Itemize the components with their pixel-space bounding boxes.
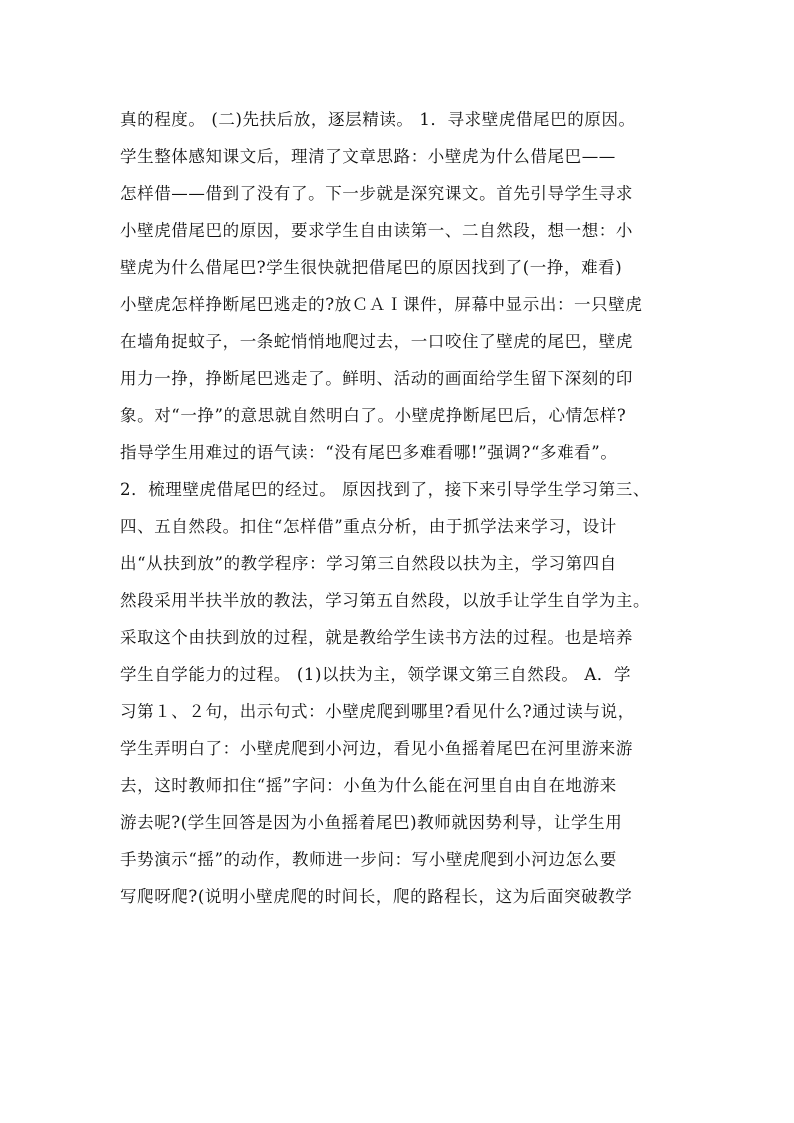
text-line: 习第１、２句，出示句式：小壁虎爬到哪里?看见什么?通过读与说， <box>120 702 635 721</box>
text-line: 出“从扶到放”的教学程序：学习第三自然段以扶为主，学习第四自 <box>120 554 617 573</box>
text-line: 象。对“一挣”的意思就自然明白了。小壁虎挣断尾巴后，心情怎样? <box>120 406 627 425</box>
text-line: 四、五自然段。扣住“怎样借”重点分析，由于抓学法来学习，设计 <box>120 517 617 536</box>
text-line: 写爬呀爬?(说明小壁虎爬的时间长，爬的路程长，这为后面突破教学 <box>120 887 633 906</box>
text-line: 然段采用半扶半放的教法，学习第五自然段，以放手让学生自学为主。 <box>120 591 651 610</box>
text-line: 2．梳理壁虎借尾巴的经过。 原因找到了，接下来引导学生学习第三、 <box>120 480 650 499</box>
text-line: 指导学生用难过的语气读：“没有尾巴多难看哪!”强调?“多难看”。 <box>120 443 618 462</box>
text-line: 怎样借——借到了没有了。下一步就是深究课文。首先引导学生寻求 <box>120 184 633 203</box>
text-line: 在墙角捉蚊子，一条蛇悄悄地爬过去，一口咬住了壁虎的尾巴，壁虎 <box>120 332 633 351</box>
text-line: 学生整体感知课文后，理清了文章思路：小壁虎为什么借尾巴—— <box>120 147 616 166</box>
text-line: 用力一挣，挣断尾巴逃走了。鲜明、活动的画面给学生留下深刻的印 <box>120 369 633 388</box>
text-line: 壁虎为什么借尾巴?学生很快就把借尾巴的原因找到了(一挣，难看) <box>120 258 623 277</box>
text-line: 游去呢?(学生回答是因为小鱼摇着尾巴)教师就因势利导，让学生用 <box>120 813 623 832</box>
text-line: 去，这时教师扣住“摇”字问：小鱼为什么能在河里自由自在地游来 <box>120 776 617 795</box>
text-line: 学生弄明白了：小壁虎爬到小河边，看见小鱼摇着尾巴在河里游来游 <box>120 739 633 758</box>
body-text <box>120 101 680 915</box>
text-line: 手势演示“摇”的动作，教师进一步问：写小壁虎爬到小河边怎么要 <box>120 850 617 869</box>
text-line: 小壁虎怎样挣断尾巴逃走的?放ＣＡＩ课件，屏幕中显示出：一只壁虎 <box>120 295 643 314</box>
text-line: 小壁虎借尾巴的原因，要求学生自由读第一、二自然段，想一想：小 <box>120 221 633 240</box>
text-line: 学生自学能力的过程。 (1)以扶为主，领学课文第三自然段。 A．学 <box>120 665 632 684</box>
text-line: 采取这个由扶到放的过程，就是教给学生读书方法的过程。也是培养 <box>120 628 633 647</box>
text-line: 真的程度。 (二)先扶后放，逐层精读。 1．寻求壁虎借尾巴的原因。 <box>120 110 636 129</box>
